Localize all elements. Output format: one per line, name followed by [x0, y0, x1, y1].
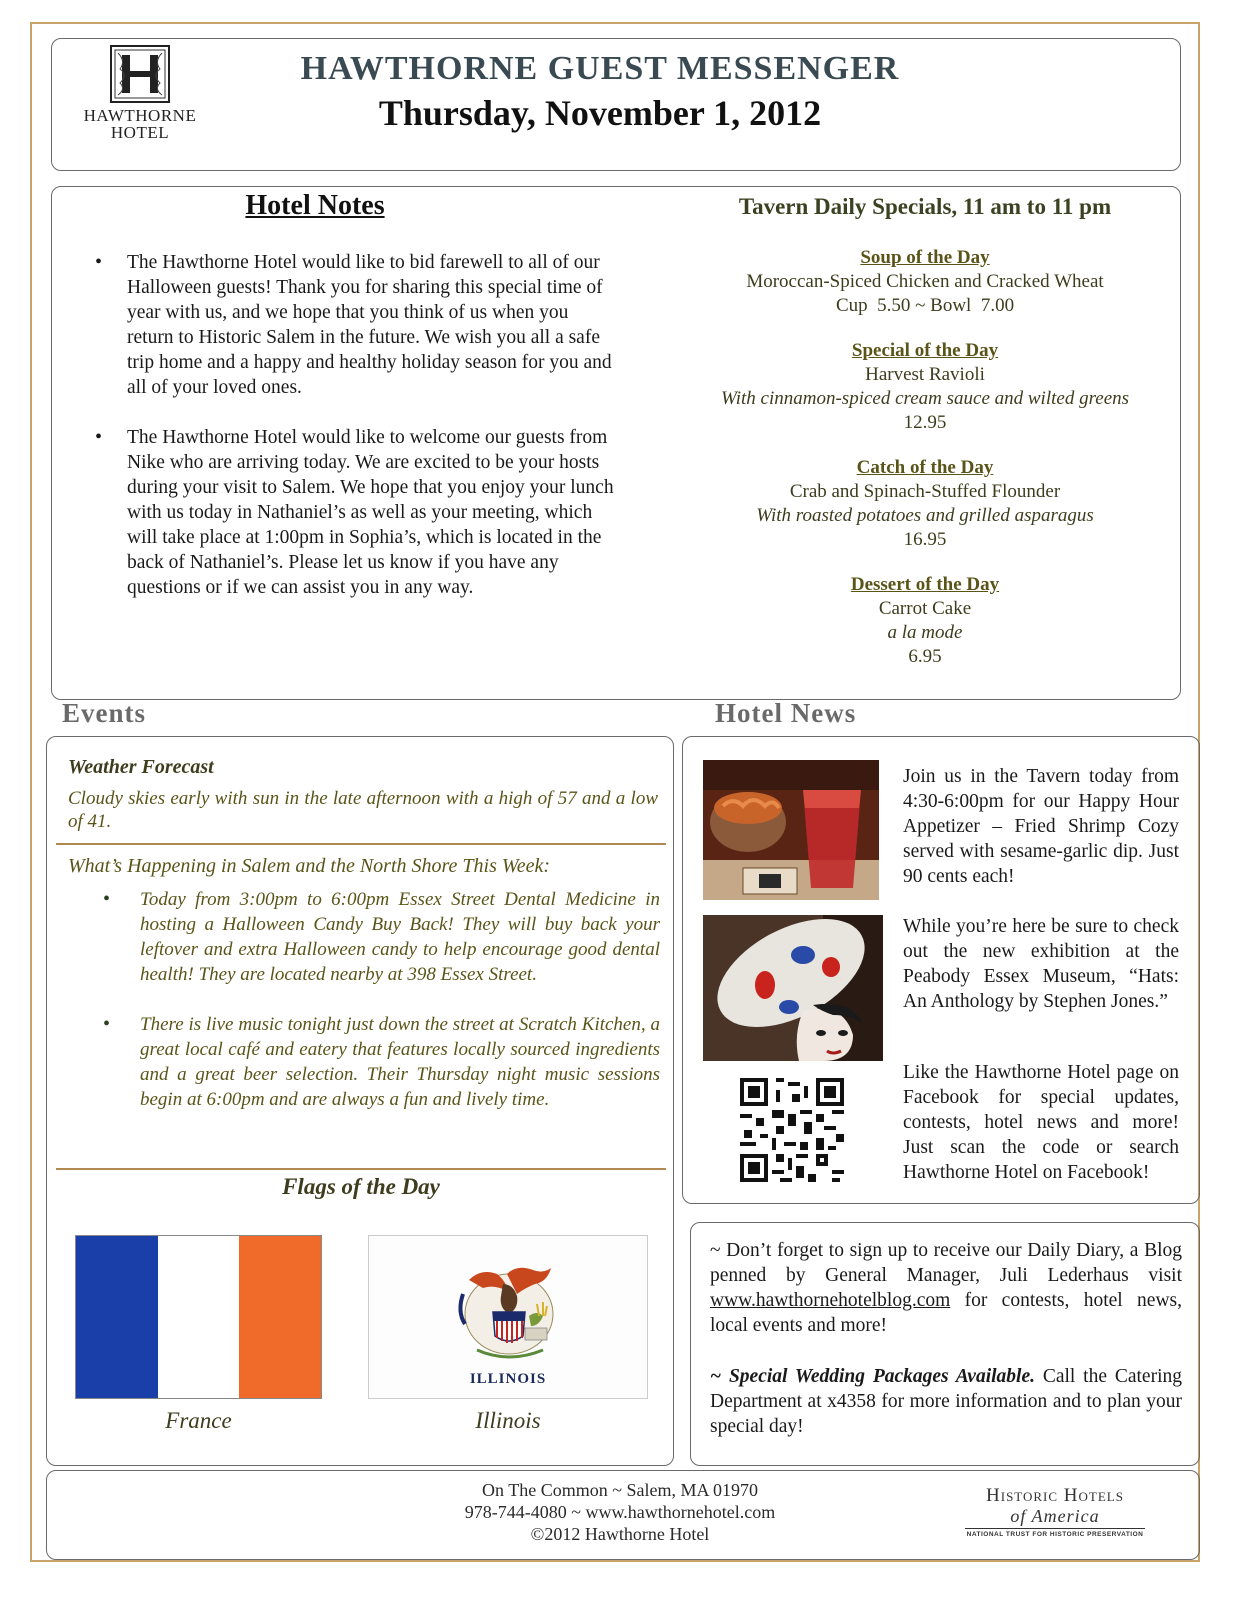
special-price: 12.95 [903, 412, 947, 433]
hh-line1: Historic Hotels [986, 1485, 1124, 1506]
happening-title: What’s Happening in Salem and the North Shore This Week: [68, 855, 551, 877]
divider [56, 1168, 666, 1170]
hats-exhibition-photo [703, 915, 883, 1061]
hotel-logo [75, 45, 205, 141]
day-special [700, 339, 1150, 435]
wedding-packages-text [710, 1364, 1182, 1439]
logo-text-line2: HOTEL [110, 123, 170, 142]
footer-contact [360, 1479, 880, 1545]
facebook-text: Like the Hawthorne Hotel page on Facebook for special updates, contests, hotel news and more! Just scan the code or search Hawthorne Hotel on Facebook! [903, 1062, 1179, 1183]
dessert-special [700, 573, 1150, 669]
hotel-notes-list [95, 250, 615, 625]
illinois-flag [368, 1235, 648, 1399]
illinois-caption: Illinois [475, 1408, 541, 1433]
catch-desc: With roasted potatoes and grilled asparagus [756, 505, 1094, 526]
footer-phone-web: 978-744-4080 ~ www.hawthornehotel.com [464, 1502, 776, 1522]
illinois-seal-icon [447, 1254, 571, 1366]
issue-date: Thursday, November 1, 2012 [378, 93, 822, 133]
special-heading: Special of the Day [851, 340, 999, 361]
hh-line2: of America [1010, 1506, 1100, 1526]
dessert-heading: Dessert of the Day [850, 574, 1000, 595]
soup-special [700, 246, 1150, 318]
hh-line3: NATIONAL TRUST FOR HISTORIC PRESERVATION [965, 1528, 1145, 1538]
list-item: • There is live music tonight just down the street at Scratch Kitchen, a great local café and eatery that features locally sourced ingredients and a great beer selection. Their Thursday night music sessions begin at 6:00pm and are always a fun and lively time. [95, 1012, 660, 1112]
dessert-name: Carrot Cake [878, 598, 972, 619]
special-name: Harvest Ravioli [865, 364, 985, 385]
france-flag [75, 1235, 322, 1399]
exhibition-text: While you’re here be sure to check out the new exhibition at the Peabody Essex Museum, “Hats: An Anthology by Stephen Jones.” [903, 916, 1179, 1012]
masthead-title: HAWTHORNE GUEST MESSENGER [300, 50, 900, 87]
flags-of-the-day-title: Flags of the Day [282, 1174, 440, 1199]
hotel-monogram-icon [110, 45, 170, 103]
diary-text-part2: for contests, hotel news, local events and more! [710, 1290, 1182, 1336]
catch-price: 16.95 [903, 529, 947, 550]
catch-name: Crab and Spinach-Stuffed Flounder [789, 481, 1061, 502]
footer-copyright: ©2012 Hawthorne Hotel [530, 1524, 710, 1544]
events-list [95, 887, 660, 1137]
weather-forecast-title: Weather Forecast [68, 756, 214, 778]
special-desc: With cinnamon-spiced cream sauce and wilted greens [720, 388, 1130, 409]
soup-heading: Soup of the Day [860, 247, 990, 268]
hotel-news-label: Hotel News [715, 698, 857, 728]
happy-hour-text: Join us in the Tavern today from 4:30-6:00pm for our Happy Hour Appetizer – Fried Shrimp Cozy served with sesame-garlic dip. Just 90 cents each! [903, 766, 1179, 887]
illinois-flag-label: ILLINOIS [469, 1371, 547, 1387]
list-item: • The Hawthorne Hotel would like to bid farewell to all of our Halloween guests! Thank you for sharing this special time of year with us, and we hope that you think of us when you return to Historic Salem in the future. We wish you all a safe trip home and a happy and healthy holiday season for you and all of your loved ones. [95, 250, 615, 400]
soup-price: Cup 5.50 ~ Bowl 7.00 [835, 295, 1015, 316]
historic-hotels-logo [965, 1486, 1145, 1538]
catch-heading: Catch of the Day [856, 457, 994, 478]
catch-special [700, 456, 1150, 552]
qr-code-icon[interactable] [736, 1074, 848, 1186]
list-item: • Today from 3:00pm to 6:00pm Essex Street Dental Medicine in hosting a Halloween Candy Buy Back! They will buy back your leftover and extra Halloween candy to help encourage good dental health! They are located nearby at 398 Essex Street. [95, 887, 660, 987]
wedding-details: Call the Catering Department at x4358 for more information and to plan your special day! [710, 1366, 1182, 1437]
tavern-specials-title: Tavern Daily Specials, 11 am to 11 pm [738, 194, 1112, 219]
dessert-price: 6.95 [908, 646, 942, 667]
dessert-desc: a la mode [887, 622, 963, 643]
wedding-heading: ~ Special Wedding Packages Available. [710, 1366, 1035, 1387]
hotel-notes-title: Hotel Notes [245, 190, 385, 221]
events-label: Events [62, 698, 147, 728]
tavern-drinks-photo [703, 760, 879, 900]
diary-text-part1: ~ Don’t forget to sign up to receive our Daily Diary, a Blog penned by General Manager, Juli Lederhaus visit [710, 1240, 1182, 1286]
tavern-specials-list [700, 246, 1150, 690]
weather-forecast-text: Cloudy skies early with sun in the late afternoon with a high of 57 and a low of 41. [68, 788, 658, 832]
blog-link[interactable]: www.hawthornehotelblog.com [710, 1290, 951, 1311]
soup-name: Moroccan-Spiced Chicken and Cracked Wheat [746, 271, 1104, 292]
logo-text-line1: HAWTHORNE [83, 106, 197, 125]
france-caption: France [165, 1408, 232, 1433]
daily-diary-text [710, 1238, 1182, 1338]
divider [56, 843, 666, 845]
footer-address: On The Common ~ Salem, MA 01970 [482, 1480, 758, 1500]
list-item: • The Hawthorne Hotel would like to welcome our guests from Nike who are arriving today. We are excited to be your hosts during your visit to Salem. We hope that you enjoy your lunch with us today in Nathaniel’s as well as your meeting, which will take place at 1:00pm in Sophia’s, which is located in the back of Nathaniel’s. Please let us know if you have any questions or if we can assist you in any way. [95, 425, 615, 600]
